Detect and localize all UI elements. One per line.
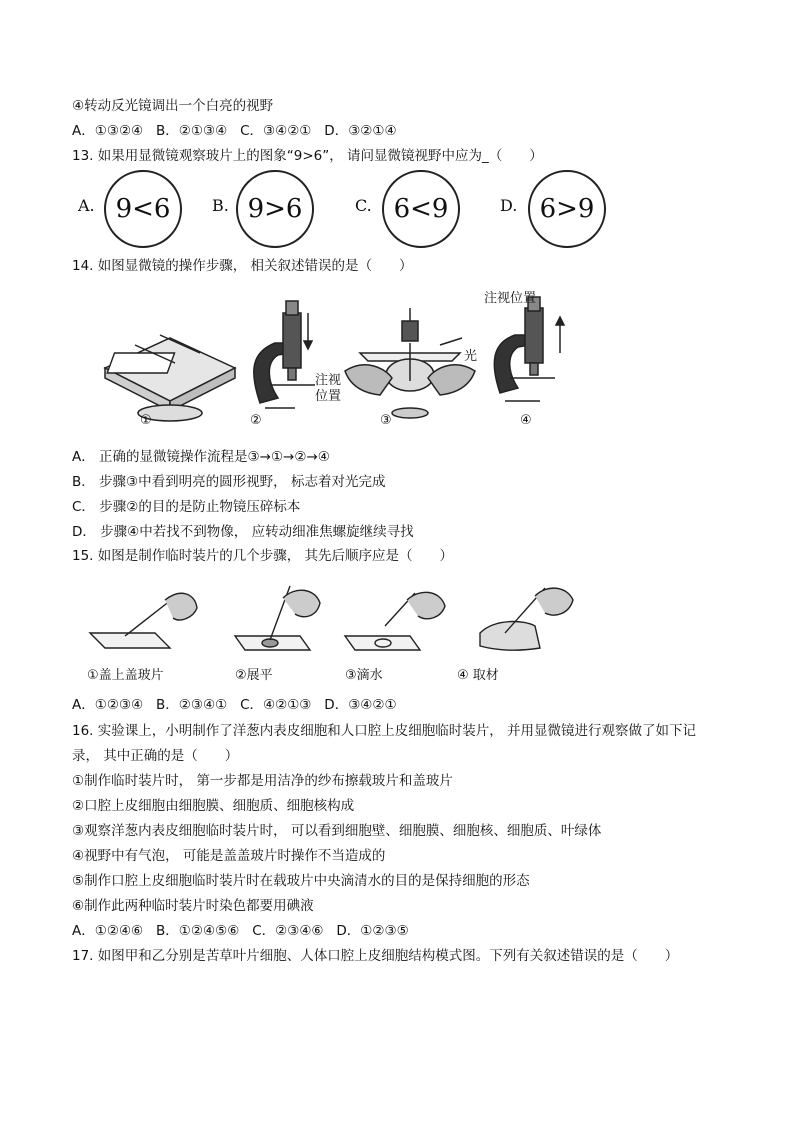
q13-choice-b-circle <box>236 170 314 248</box>
q16-option-a: A．①②④⑥ <box>72 923 144 939</box>
q17-stem: 17. 如图甲和乙分别是苦草叶片细胞、人体口腔上皮细胞结构模式图。下列有关叙述错误的是（ ） <box>72 948 679 964</box>
q14-step-label-3: ③ <box>380 413 392 428</box>
q16-item-4: ④视野中有气泡， 可能是盖盖玻片时操作不当造成的 <box>72 848 386 864</box>
q15-option-b: B．②③④① <box>156 697 228 713</box>
step-cover-slip-icon <box>90 593 197 648</box>
q16-item-1: ①制作临时装片时， 第一步都是用洁净的纱布擦载玻片和盖玻片 <box>72 773 453 789</box>
step4-microscope-icon <box>494 297 564 401</box>
q13-choice-b-label: B. <box>212 196 229 215</box>
q15-label-3: ③滴水 <box>345 668 383 683</box>
q13-choice-d-label: D. <box>500 196 518 215</box>
q15-figure <box>85 578 585 684</box>
q14-watch-position-text-2: 注视位置 <box>315 373 342 404</box>
q14-option-c: C． 步骤②的目的是防止物镜压碎标本 <box>72 499 301 515</box>
q14-step-label-2: ② <box>250 413 262 428</box>
step3-hands-icon <box>345 308 478 418</box>
step-spread-icon <box>235 586 320 650</box>
q12-option-c: C．③④②① <box>240 123 312 139</box>
q13-choice-b-content: 9>6 <box>247 194 303 224</box>
q16-item-3: ③观察洋葱内表皮细胞临时装片时， 可以看到细胞壁、细胞膜、细胞核、细胞质、叶绿体 <box>72 823 602 839</box>
q15-options <box>72 695 397 715</box>
q14-option-a: A． 正确的显微镜操作流程是③→①→②→④ <box>72 449 330 465</box>
q15-option-a: A．①②③④ <box>72 697 144 713</box>
q16-stem-line-2: 录， 其中正确的是（ ） <box>72 748 239 764</box>
q16-option-c: C．②③④⑥ <box>252 923 324 939</box>
step-drop-water-icon <box>345 592 445 650</box>
q14-watch-position-text-4: 注视位置 <box>484 291 537 306</box>
q14-stem: 14. 如图显微镜的操作步骤， 相关叙述错误的是（ ） <box>72 258 413 274</box>
q12-option-d: D．③②①④ <box>324 123 397 139</box>
q16-item-2: ②口腔上皮细胞由细胞膜、细胞质、细胞核构成 <box>72 798 355 814</box>
q13-choice-c-label: C. <box>355 196 372 215</box>
q14-step-label-4: ④ <box>520 413 532 428</box>
q14-option-b: B． 步骤③中看到明亮的圆形视野， 标志着对光完成 <box>72 474 386 490</box>
q13-choice-d-content: 6>9 <box>539 194 595 224</box>
q13-choice-d-circle <box>528 170 606 248</box>
q16-option-d: D．①②③⑤ <box>336 923 409 939</box>
q14-figure <box>100 283 580 433</box>
q15-label-2: ②展平 <box>235 668 273 683</box>
q12-item-4: ④转动反光镜调出一个白亮的视野 <box>72 98 274 114</box>
q15-label-1: ①盖上盖玻片 <box>87 668 164 683</box>
q16-options <box>72 921 409 941</box>
q15-option-d: D．③④②① <box>324 697 397 713</box>
q13-choice-a-content: 9<6 <box>115 194 171 224</box>
q14-step-label-1: ① <box>140 413 152 428</box>
q12-option-a: A．①③②④ <box>72 123 144 139</box>
q13-figure <box>72 168 612 250</box>
slide-making-steps-illustration <box>85 578 585 668</box>
q13-choice-a-label: A. <box>78 196 95 215</box>
q14-light-text: 光 <box>464 349 478 364</box>
q12-option-b: B．②①③④ <box>156 123 228 139</box>
q13-choice-c-circle <box>382 170 460 248</box>
q15-option-c: C．④②①③ <box>240 697 312 713</box>
q13-stem: 13. 如果用显微镜观察玻片上的图象“9>6”， 请问显微镜视野中应为_（ ） <box>72 148 543 164</box>
q16-option-b: B．①②④⑤⑥ <box>156 923 240 939</box>
q13-choice-a-circle <box>104 170 182 248</box>
step2-microscope-icon <box>254 301 315 408</box>
q12-options <box>72 121 397 141</box>
q16-stem-line-1: 16. 实验课上，小明制作了洋葱内表皮细胞和人口腔上皮细胞临时装片， 并用显微镜进行观察做了如下记 <box>72 723 697 739</box>
step-take-sample-icon <box>480 588 573 650</box>
q15-label-4: ④ 取材 <box>457 668 499 683</box>
q16-item-6: ⑥制作此两种临时装片时染色都要用碘液 <box>72 898 314 914</box>
q13-choice-c-content: 6<9 <box>393 194 449 224</box>
step1-stage-icon <box>105 335 235 421</box>
q14-option-d: D． 步骤④中若找不到物像， 应转动细准焦螺旋继续寻找 <box>72 524 414 540</box>
q15-stem: 15. 如图是制作临时装片的几个步骤， 其先后顺序应是（ ） <box>72 548 454 564</box>
q16-item-5: ⑤制作口腔上皮细胞临时装片时在载玻片中央滴清水的目的是保持细胞的形态 <box>72 873 530 889</box>
